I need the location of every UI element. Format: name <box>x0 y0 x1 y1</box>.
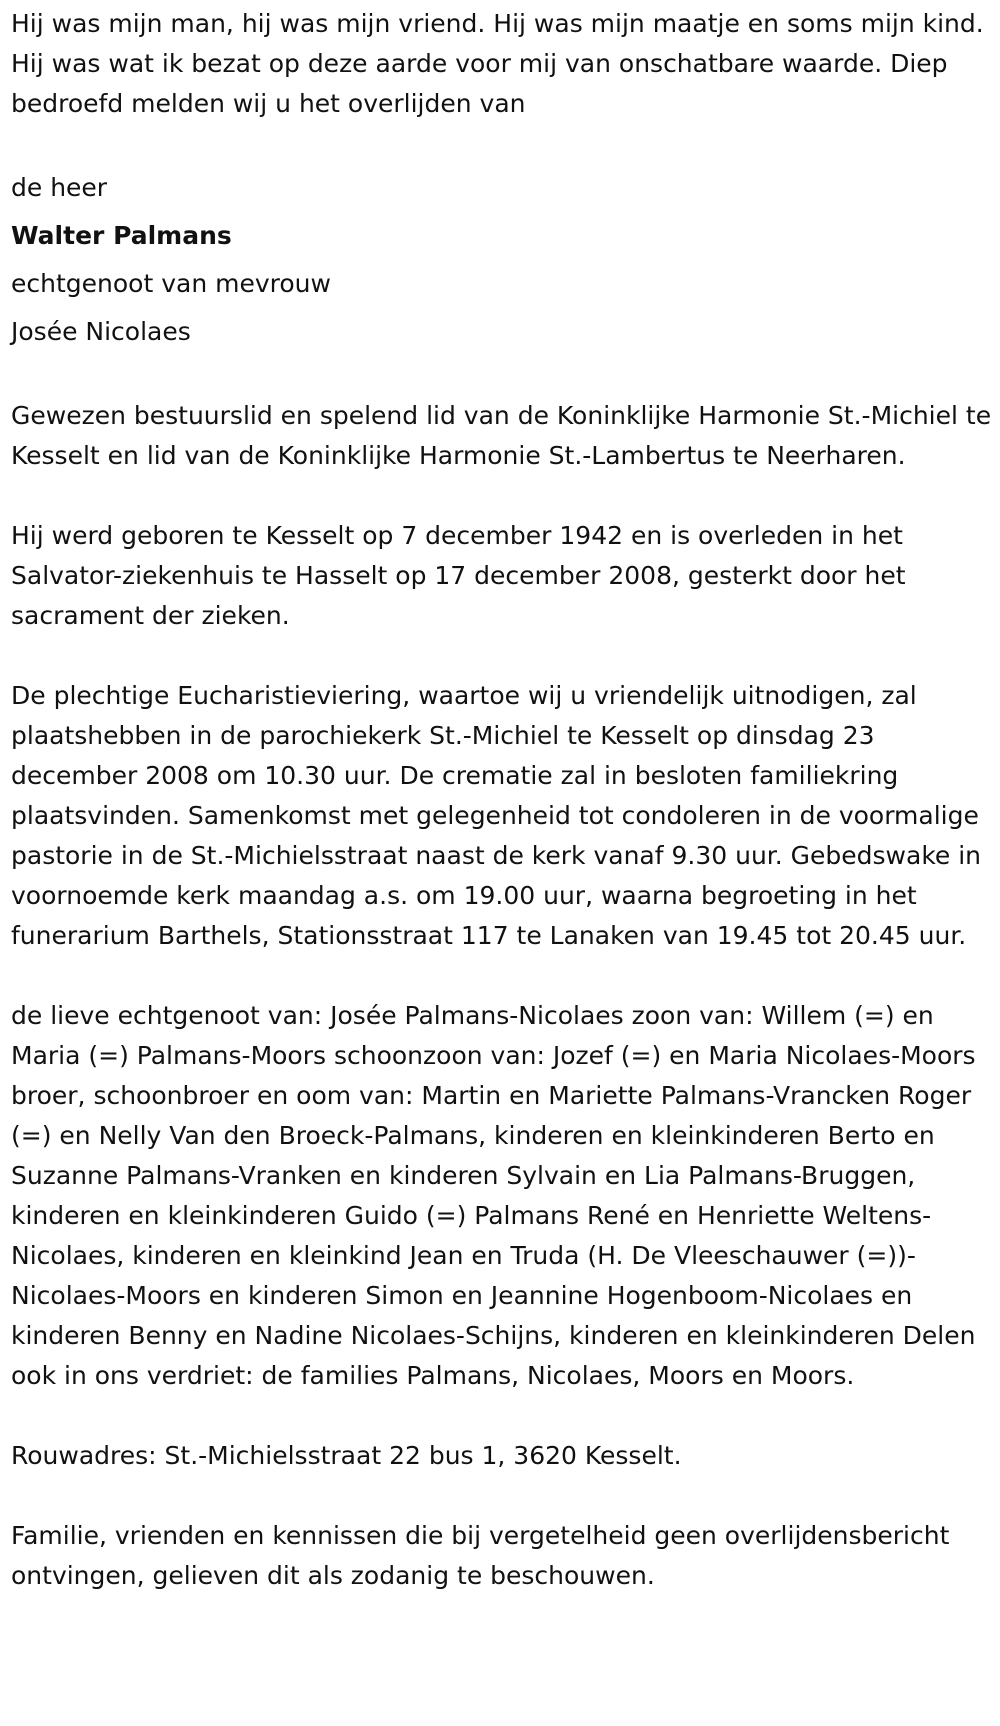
spacer <box>11 1476 992 1516</box>
address-paragraph: Rouwadres: St.-Michielsstraat 22 bus 1, 3620 Kesselt. <box>11 1441 682 1470</box>
deceased-name: Walter Palmans <box>11 221 232 250</box>
membership-paragraph: Gewezen bestuurslid en spelend lid van de Koninklijke Harmonie St.-Michiel te Kesselt en lid van de Koninklijke Harmonie St.-Lambertus te Neerharen. <box>11 401 992 470</box>
spacer <box>11 476 992 516</box>
spacer <box>11 356 992 396</box>
birth-death-paragraph: Hij werd geboren te Kesselt op 7 december 1942 en is overleden in het Salvator-ziekenhuis te Hasselt op 17 december 2008, gesterkt door het sacrament der zieken. <box>11 521 906 630</box>
title-line: de heer <box>11 173 108 202</box>
spouse-intro: echtgenoot van mevrouw <box>11 269 331 298</box>
intro-paragraph: Hij was mijn man, hij was mijn vriend. Hij was mijn maatje en soms mijn kind. Hij was wat ik bezat op deze aarde voor mij van onschatbare waarde. Diep bedroefd melden wij u het overlijden van <box>11 9 984 118</box>
spouse-name: Josée Nicolaes <box>11 317 191 346</box>
spacer <box>11 1396 992 1436</box>
spacer <box>11 636 992 676</box>
spacer <box>11 124 992 164</box>
spacer <box>11 956 992 996</box>
ceremony-paragraph: De plechtige Eucharistieviering, waartoe wij u vriendelijk uitnodigen, zal plaatshebben in de parochiekerk St.-Michiel te Kesselt op dinsdag 23 december 2008 om 10.30 uur. De crematie zal in besloten familiekring plaatsvinden. Samenkomst met gelegenheid tot condoleren in de voormalige pastorie in de St.-Michielsstraat naast de kerk vanaf 9.30 uur. Gebedswake in voornoemde kerk maandag a.s. om 19.00 uur, waarna begroeting in het funerarium Barthels, Stationsstraat 117 te Lanaken van 19.45 tot 20.45 uur. <box>11 681 982 950</box>
family-paragraph: de lieve echtgenoot van: Josée Palmans-Nicolaes zoon van: Willem (=) en Maria (=) Palmans-Moors schoonzoon van: Jozef (=) en Maria Nicolaes-Moors broer, schoonbroer en oom van: Martin en Mariette Palmans-Vrancken Roger (=) en Nelly Van den Broeck-Palmans, kinderen en kleinkinderen Berto en Suzanne Palmans-Vranken en kinderen Sylvain en Lia Palmans-Bruggen, kinderen en kleinkinderen Guido (=) Palmans René en Henriette Weltens-Nicolaes, kinderen en kleinkind Jean en Truda (H. De Vleeschauwer (=))-Nicolaes-Moors en kinderen Simon en Jeannine Hogenboom-Nicolaes en kinderen Benny en Nadine Nicolaes-Schijns, kinderen en kleinkinderen Delen ook in ons verdriet: de families Palmans, Nicolaes, Moors en Moors. <box>11 1001 976 1390</box>
closing-paragraph: Familie, vrienden en kennissen die bij vergetelheid geen overlijdensbericht ontvingen, gelieven dit als zodanig te beschouwen. <box>11 1521 950 1590</box>
